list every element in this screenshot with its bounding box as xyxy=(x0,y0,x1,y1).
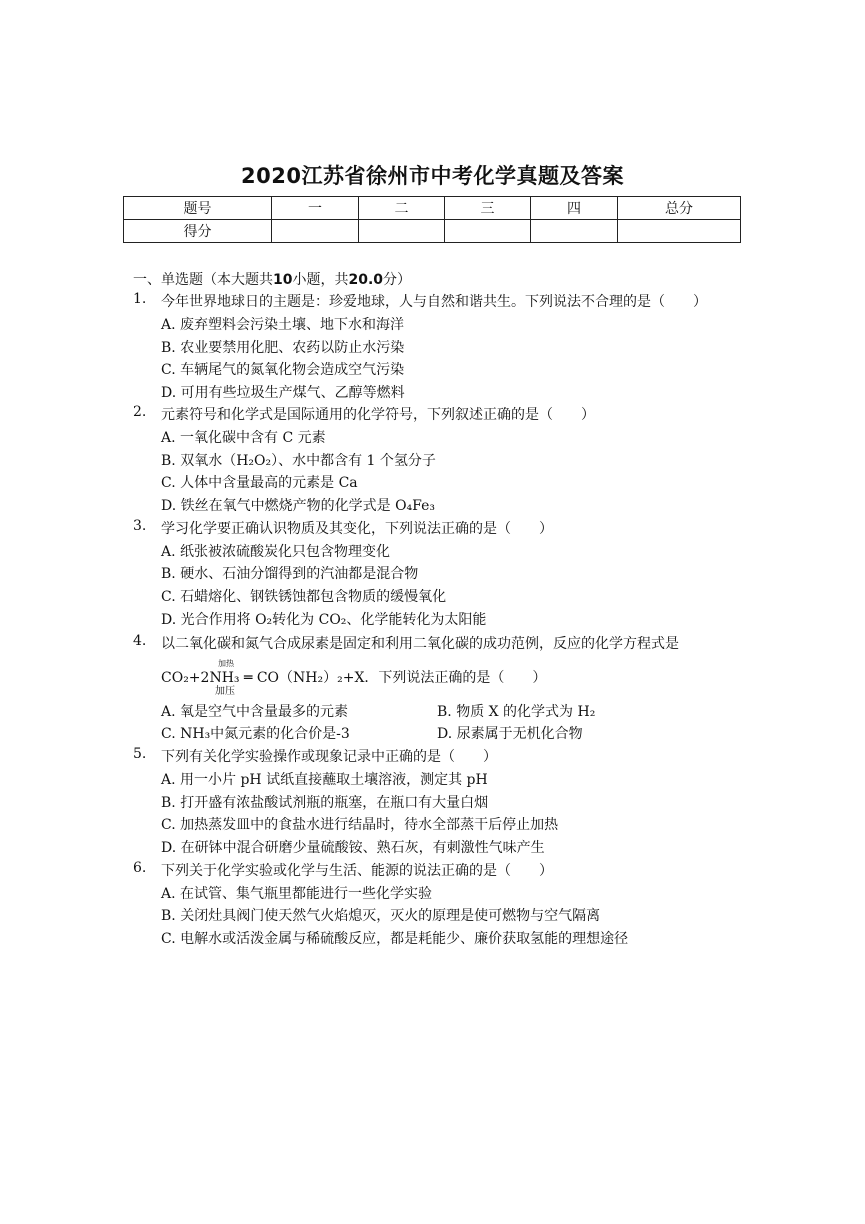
option-c[interactable]: C. 电解水或活泼金属与稀硫酸反应，都是耗能少、廉价获取氢能的理想途径 xyxy=(161,931,629,947)
question-stem: 下列有关化学实验操作或现象记录中正确的是（ ） xyxy=(161,749,497,765)
option-a[interactable]: A. 在试管、集气瓶里都能进行一些化学实验 xyxy=(161,886,433,902)
score-table xyxy=(123,196,741,243)
reaction-condition-top: 加热 xyxy=(218,659,234,668)
score-cell[interactable] xyxy=(445,220,531,243)
option-b[interactable]: B. 硬水、石油分馏得到的汽油都是混合物 xyxy=(161,566,419,582)
score-header-cell: 一 xyxy=(272,197,359,220)
question-number: 5. xyxy=(133,746,147,762)
question-number: 6. xyxy=(133,860,147,876)
score-header-cell: 总分 xyxy=(618,197,741,220)
score-header-cell: 二 xyxy=(359,197,445,220)
option-c[interactable]: C. 人体中含量最高的元素是 Ca xyxy=(161,475,358,491)
question-stem: 下列关于化学实验或化学与生活、能源的说法正确的是（ ） xyxy=(161,863,553,879)
option-b[interactable]: B. 双氧水（H₂O₂）、水中都含有 1 个氢分子 xyxy=(161,453,436,469)
question-number: 3. xyxy=(133,518,147,534)
option-b[interactable]: B. 物质 X 的化学式为 H₂ xyxy=(437,704,596,720)
option-b[interactable]: B. 关闭灶具阀门使天然气火焰熄灭，灭火的原理是使可燃物与空气隔离 xyxy=(161,908,601,924)
question-stem: 今年世界地球日的主题是：珍爱地球，人与自然和谐共生。下列说法不合理的是（ ） xyxy=(161,294,707,310)
chemical-equation: CO₂+2NH₃ ═ CO（NH₂）₂+X．下列说法正确的是（ ） xyxy=(161,670,547,686)
question-stem: 学习化学要正确认识物质及其变化，下列说法正确的是（ ） xyxy=(161,521,553,537)
score-cell[interactable] xyxy=(272,220,359,243)
score-table-score-row xyxy=(124,220,741,243)
page-title: 2020江苏省徐州市中考化学真题及答案 xyxy=(241,164,624,188)
score-header-cell: 三 xyxy=(445,197,531,220)
question-stem: 以二氧化碳和氮气合成尿素是固定和利用二氧化碳的成功范例，反应的化学方程式是 xyxy=(161,636,679,652)
score-cell[interactable] xyxy=(618,220,741,243)
score-header-cell: 四 xyxy=(531,197,618,220)
score-table-header-row xyxy=(124,197,741,220)
option-d[interactable]: D. 在研钵中混合研磨少量硫酸铵、熟石灰，有刺激性气味产生 xyxy=(161,840,545,856)
section-heading: 一、单选题（本大题共10小题，共20.0分） xyxy=(133,272,412,288)
option-a[interactable]: A. 废弃塑料会污染土壤、地下水和海洋 xyxy=(161,317,405,333)
question-number: 2. xyxy=(133,404,147,420)
option-c[interactable]: C. NH₃中氮元素的化合价是-3 xyxy=(161,726,350,742)
option-d[interactable]: D. 铁丝在氧气中燃烧产物的化学式是 O₄Fe₃ xyxy=(161,498,436,514)
score-row-label: 得分 xyxy=(124,220,272,243)
option-a[interactable]: A. 纸张被浓硫酸炭化只包含物理变化 xyxy=(161,544,391,560)
score-cell[interactable] xyxy=(531,220,618,243)
question-stem: 元素符号和化学式是国际通用的化学符号，下列叙述正确的是（ ） xyxy=(161,407,595,423)
option-b[interactable]: B. 打开盛有浓盐酸试剂瓶的瓶塞，在瓶口有大量白烟 xyxy=(161,795,489,811)
score-cell[interactable] xyxy=(359,220,445,243)
option-c[interactable]: C. 车辆尾气的氮氧化物会造成空气污染 xyxy=(161,362,405,378)
option-c[interactable]: C. 石蜡熔化、钢铁锈蚀都包含物质的缓慢氧化 xyxy=(161,589,447,605)
option-d[interactable]: D. 尿素属于无机化合物 xyxy=(437,726,583,742)
option-b[interactable]: B. 农业要禁用化肥、农药以防止水污染 xyxy=(161,340,405,356)
option-d[interactable]: D. 可用有些垃圾生产煤气、乙醇等燃料 xyxy=(161,385,405,401)
option-a[interactable]: A. 氧是空气中含量最多的元素 xyxy=(161,704,349,720)
score-header-cell: 题号 xyxy=(124,197,272,220)
option-a[interactable]: A. 用一小片 pH 试纸直接蘸取土壤溶液，测定其 pH xyxy=(161,772,488,788)
question-number: 1. xyxy=(133,291,147,307)
option-c[interactable]: C. 加热蒸发皿中的食盐水进行结晶时，待水全部蒸干后停止加热 xyxy=(161,817,559,833)
option-d[interactable]: D. 光合作用将 O₂转化为 CO₂、化学能转化为太阳能 xyxy=(161,612,487,628)
reaction-condition-bottom: 加压 xyxy=(215,686,235,697)
option-a[interactable]: A. 一氧化碳中含有 C 元素 xyxy=(161,430,326,446)
question-number: 4. xyxy=(133,633,147,649)
